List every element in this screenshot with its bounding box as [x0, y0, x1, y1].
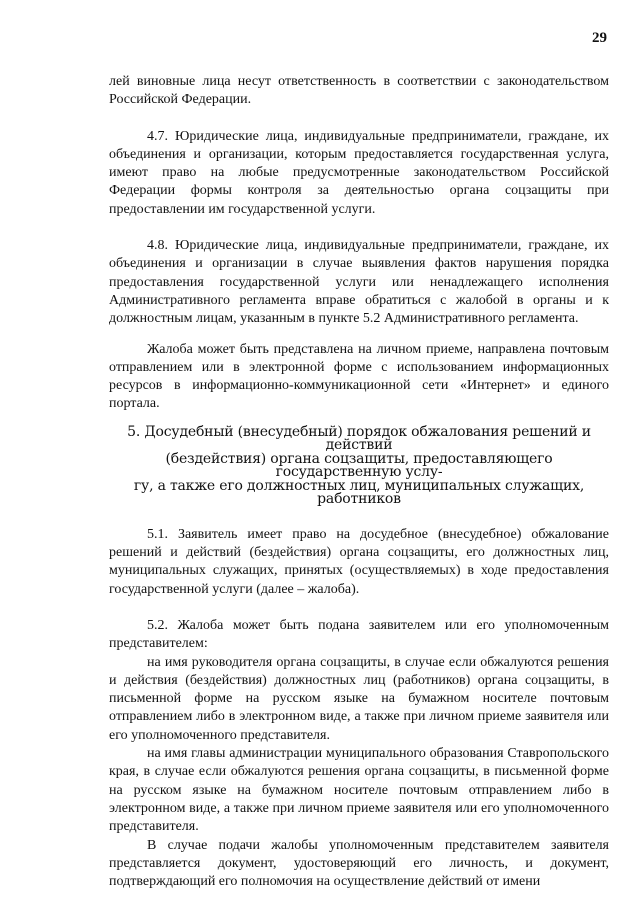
section-heading-line: (бездействия) органа соцзащиты, предоставляющего государственную услу-	[165, 450, 553, 481]
paragraph-5-2: 5.2. Жалоба может быть подана заявителем или его уполномоченным представителем:	[109, 617, 609, 652]
document-body	[109, 73, 609, 891]
section-heading-5	[109, 423, 609, 508]
paragraph-4-8: 4.8. Юридические лица, индивидуальные предприниматели, граждане, их объединения и организации в случае выявления фактов нарушения порядка предоставления государственной услуги или ненадлежащего исполнения Административного регламента вправе обратиться с жалобой в органы и к должностным лицам, указанным в пункте 5.2 Административного регламента.	[109, 238, 609, 327]
paragraph-addressee-administration: на имя главы администрации муниципального образования Ставропольского края, в случае если обжалуются решения органа соцзащиты, в письменной форме на русском языке на бумажном носителе почтовым отправлением либо в электронном виде, а также при личном приеме заявителя или его уполномоченного представителя.	[109, 746, 609, 835]
section-heading-line: гу, а также его должностных лиц, муниципальных служащих, работников	[133, 477, 585, 508]
paragraph-5-1: 5.1. Заявитель имеет право на досудебное (внесудебное) обжалование решений и действий (бездействия) органа соцзащиты, его должностных лиц, муниципальных служащих, принятых (осуществляемых) в ходе предоставления государственной услуги (далее – жалоба).	[109, 526, 609, 597]
section-heading-line: 5. Досудебный (внесудебный) порядок обжалования решений и действий	[127, 423, 591, 454]
paragraph-complaint-submission: Жалоба может быть представлена на личном приеме, направлена почтовым отправлением или в электронной форме с использованием информационных ресурсов в информационно-коммуникационной сети «Интернет» и единого портала.	[109, 341, 609, 412]
page-number: 29	[592, 30, 607, 46]
paragraph-continuation: лей виновные лица несут ответственность в соответствии с законодательством Российской Федерации.	[109, 74, 609, 108]
paragraph-addressee-head: на имя руководителя органа соцзащиты, в случае если обжалуются решения и действия (бездействия) должностных лиц (работников) органа соцзащиты, в письменной форме на русском языке на бумажном носителе почтовым отправлением либо в электронном виде, а также при личном приеме заявителя или его уполномоченного представителя.	[109, 654, 609, 743]
paragraph-4-7: 4.7. Юридические лица, индивидуальные предприниматели, граждане, их объединения и организации, которым предоставляется государственная услуга, имеют право на любые предусмотренные законодательством Российской Федерации формы контроля за деятельностью органа соцзащиты при предоставлении им государственной услуги.	[109, 128, 609, 217]
paragraph-representative: В случае подачи жалобы уполномоченным представителем заявителя представляется документ, удостоверяющий его личность, и документ, подтверждающий его полномочия на осуществление действий от имени	[109, 837, 609, 890]
